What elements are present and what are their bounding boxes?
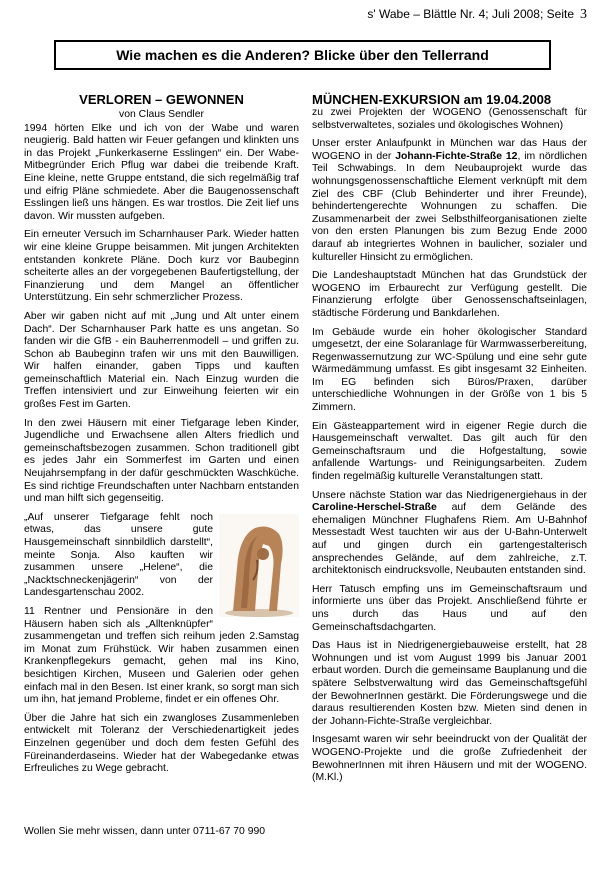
paragraph: Die Landeshauptstadt München hat das Grundstück der WOGENO im Erbaurecht zur Verfügung gestellt. Die Finanzierung erfolgte über Genossenschaftseinlagen, städtische Förderung und Bankdarlehen.	[312, 270, 587, 319]
byline: von Claus Sendler	[119, 109, 204, 120]
contact-line: Wollen Sie mehr wissen, dann unter 0711-67 70 990	[24, 826, 266, 837]
right-column	[312, 92, 587, 791]
paragraph: Im Gebäude wurde ein hoher ökologischer Standard umgesetzt, der eine Solaranlage für Warmwasserbereitung, Regenwassernutzung zur WC-Spülung und eine sehr gute Wärmedämmung umfasst. Es gibt insgesamt 32 Einheiten. Im EG befinden sich Büros/Praxen, darüber unterschiedliche Wohnungen in der Größe von 1 bis 5 Zimmern.	[312, 326, 587, 414]
paragraph: „Auf unserer Tiefgarage fehlt noch etwas, das unsere gute Hausgemeinschaft sinnbildlich darstellt“, meinte Sonja. Also kauften wir zusammen unsere „Helene“, die „Nacktschneckenjägerin“ von der Landesgartenschau 2002.	[24, 511, 213, 599]
article-title: MÜNCHEN-EXKURSION am 19.04.2008	[312, 92, 552, 107]
street-name: Johann-Fichte-Straße 12	[395, 150, 518, 162]
left-column	[24, 92, 299, 782]
article-title: VERLOREN – GEWONNEN	[79, 92, 244, 107]
section-banner: Wie machen es die Anderen? Blicke über den Tellerrand	[54, 40, 551, 70]
paragraph: zu zwei Projekten der WOGENO (Genossenschaft für selbstverwaltetes, soziales und ökologisches Wohnen)	[312, 107, 587, 131]
page-number: 3	[580, 7, 587, 22]
paragraph: Herr Tatusch empfing uns im Gemeinschaftsraum und informierte uns über das Projekt. Anschließend führte er uns durch das Haus und auf den Gemeinschaftsdachgarten.	[312, 583, 587, 633]
paragraph: Ein Gästeappartement wird in eigener Regie durch die Hausgemeinschaft verwaltet. Das gilt auch für den Gemeinschaftsraum und die Hofgestaltung, sowie anfallende Wartungs- und Reinigungsarbeiten. Zudem finden regelmäßig kulturelle Veranstaltungen statt.	[312, 420, 587, 483]
paragraph: Das Haus ist in Niedrigenergiebauweise erstellt, hat 28 Wohnungen und ist vom August 1999 bis Januar 2001 erbaut worden. Durch die gemeinsame Bauplanung und die spätere Selbstverwaltung wird das Gemeinschaftsgefühl der BewohnerInnen gestärkt. Die Förderungswege und die daraus resultierenden Kosten bzw. Mieten sind denen in der Johann-Fichte-Straße vergleichbar.	[312, 640, 587, 727]
paragraph: Unsere nächste Station war das Niedrigenergiehaus in der Caroline-Herschel-Straße auf dem Gelände des ehemaligen Münchner Flughafens Riem. Am U-Bahnhof Messestadt West tauchten wir aus der U-Bahn-Unterwelt auf und gingen durch ein gartengestalterisch ansprechendes Gelände, auf dem zahlreiche, z.T. architektonisch eindrucksvolle, Neubauten entstanden sind.	[312, 489, 587, 577]
paragraph: Unser erster Anlaufpunkt in München war das Haus der WOGENO in der Johann-Fichte-Straße 12, im nördlichen Teil Schwabings. In dem Neubauprojekt wurde das wohnungsgenossenschaftliche Element verknüpft mit dem Ziel des CBF (Club Behinderter und ihrer Freunde), behindertengerechte Wohnungen zu schaffen. Die Zusammenarbeit der zwei Selbsthilfeorganisationen zielte von den ersten Planungen bis zum Bezug Ende 2000 darauf ab integriertes Wohnen in baulicher, sozialer und kultureller Hinsicht zu ermöglichen.	[312, 138, 587, 263]
page-header	[367, 7, 587, 23]
issue-info: s' Wabe – Blättle Nr. 4; Juli 2008; Seite	[367, 7, 574, 21]
paragraph: 1994 hörten Elke und ich von der Wabe und waren neugierig. Bald hatten wir Feuer gefangen und klinkten uns in das Projekt „Funkerkaserne Esslingen“ ein. Der Wabe-Mitbegründer Erich Pflug war dabei die treibende Kraft. Eine kleine, nette Gruppe entstand, die sich regelmäßig traf und eifrig Pläne schmiedete. Aber die Baugenossenschaft Esslingen ließ uns hängen. Es war trostlos. Die Zeit lief uns davon. Wir mussten aufgeben.	[24, 122, 299, 222]
paragraph: Aber wir gaben nicht auf mit „Jung und Alt unter einem Dach“. Der Scharnhauser Park hatte es uns angetan. So fanden wir die GfB - ein Bauherrenmodell – und griffen zu. Schon ab Baubeginn trafen wir uns mit den Bauwilligen. Wir halfen einander, gaben Tipps und kauften gemeinschaftlich Material ein. Nach Einzug wurden die Treffen intensiviert und zur Einweihung feierten wir ein großes Fest im Garten.	[24, 310, 299, 411]
paragraph: In den zwei Häusern mit einer Tiefgarage leben Kinder, Jugendliche und Erwachsene allen Alters friedlich und gemeinschaftsbezogen zusammen. Schon traditionell gibt es jedes Jahr ein Sommerfest im Garten und einen Neujahrsempfang in der dafür geschmückten Waschküche. Es sind richtige Freundschaften unter Nachbarn entstanden und man hilft sich gegenseitig.	[24, 417, 299, 505]
paragraph: Über die Jahre hat sich ein zwangloses Zusammenleben entwickelt mit Toleranz der Verschiedenartigkeit jedes Einzelnen gegenüber und doch dem festen Gefühl des Füreinanderdaseins. Wieder hat der Wabegedanke etwas Erfreuliches zu Wege gebracht.	[24, 712, 299, 775]
street-name: Caroline-Herschel-Straße	[312, 502, 437, 514]
sculpture-photo	[219, 514, 299, 617]
paragraph: 11 Rentner und Pensionäre in den Häusern haben sich als „Alltenknüpfer“ zusammengetan und treffen sich reihum jeden 2.Samstag im Monat zum Frühstück. Wir haben zusammen einen Krankenpflegekurs gemacht, gehen mal ins Kino, besichtigen Kirchen, Museen und Galerien oder gehen einfach mal in den Besen. Ist einer krank, so sorgt man sich um ihn, hat jemand Probleme, findet er ein offenes Ohr.	[24, 605, 299, 706]
paragraph: Insgesamt waren wir sehr beeindruckt von der Qualität der WOGENO-Projekte und die große Zufriedenheit der BewohnerInnen mit ihren Häusern und mit der WOGENO. (M.Kl.)	[312, 734, 587, 784]
paragraph: Ein erneuter Versuch im Scharnhauser Park. Wieder hatten wir eine kleine Gruppe beisammen. Mit jungen Architekten entstanden konkrete Pläne. Doch kurz vor Baubeginn scheiterte alles an der vorgegebenen Baufertigstellung, der Finanzierung und dem Mangel an öffentlicher Unterstützung. Ein sehr schmerzlicher Prozess.	[24, 229, 299, 304]
